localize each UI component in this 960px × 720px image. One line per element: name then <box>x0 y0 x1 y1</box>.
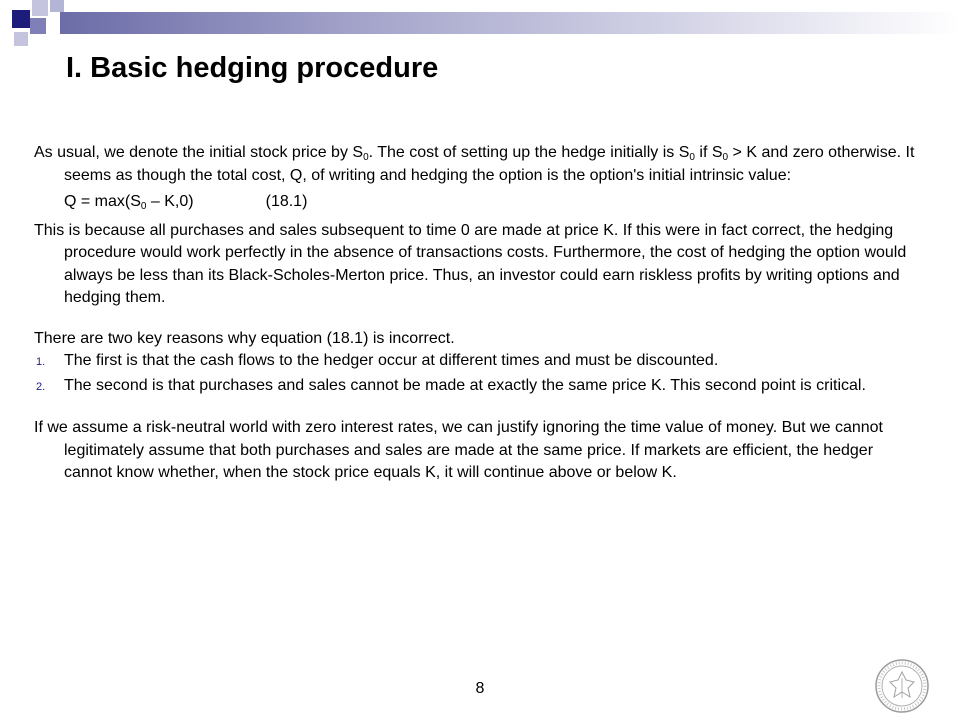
slide-title: I. Basic hedging procedure <box>66 52 439 84</box>
conclusion-paragraph: If we assume a risk-neutral world with zero interest rates, we can justify ignoring the time value of money. But we cannot legitimately assume that both purchases and sales are made at the same price. If markets are efficient, the hedger cannot know whether, when the stock price equals K, it will continue above or below K. <box>34 419 883 481</box>
equation-number: (18.1) <box>265 193 308 210</box>
list-number: 1. <box>36 356 46 368</box>
header-square-mid <box>30 18 46 34</box>
equation-18-1: $Q = \max(S_0 - K,0)$ (18.1) <box>64 193 308 212</box>
university-seal-icon <box>874 658 930 714</box>
list-item <box>34 350 924 373</box>
list-item <box>34 375 924 398</box>
page-number: 8 <box>475 680 485 697</box>
header-square-mid <box>50 0 64 12</box>
slide-body <box>34 142 924 485</box>
header-gradient-bar <box>60 12 960 34</box>
header-square-dark <box>12 10 30 28</box>
list-item-text: The first is that the cash flows to the hedger occur at different times and must be discounted. <box>64 352 719 369</box>
reasons-list <box>34 350 924 397</box>
list-number: 2. <box>36 380 46 393</box>
list-item-text: The second is that purchases and sales cannot be made at exactly the same price K. This second point is critical. <box>64 376 866 394</box>
header-square-light <box>32 0 48 16</box>
explanation-paragraph: This is because all purchases and sales subsequent to time 0 are made at price K. If this were in fact correct, the hedging procedure would work perfectly in the absence of transactions costs. Furthermore, the cost of hedging the option would always be less than its Black-Scholes-Merton price. Thus, an investor could earn riskless profits by writing options and hedging them. <box>34 221 907 306</box>
intro-paragraph: As usual, we denote the initial stock price by $S_0$. The cost of setting up the hedge initially is $S_0$ if $S_0 > K$ and zero otherwise. It seems as though the total cost, Q, of writing and hedging the option is the option's initial intrinsic value: <box>34 144 915 184</box>
reasons-intro: There are two key reasons why equation (18.1) is incorrect. <box>34 329 455 347</box>
header-square-light <box>14 32 28 46</box>
